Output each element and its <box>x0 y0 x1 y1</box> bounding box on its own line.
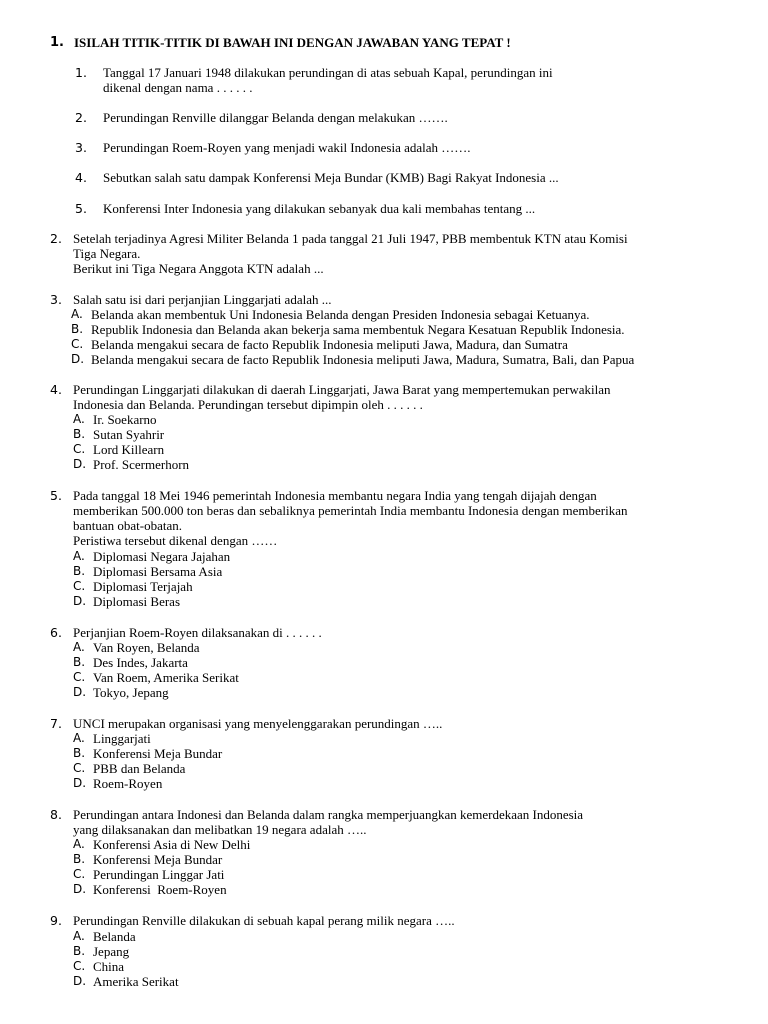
option-text: Belanda <box>93 929 136 944</box>
question-text-line: bantuan obat-obatan. <box>73 518 183 533</box>
option-text: Ir. Soekarno <box>93 412 157 427</box>
option-text: Sutan Syahrir <box>93 427 165 442</box>
option-label: A. <box>73 412 85 426</box>
option-text: Diplomasi Beras <box>93 594 181 609</box>
option-text: Belanda akan membentuk Uni Indonesia Belanda dengan Presiden Indonesia sebagai Ketuanya. <box>91 307 590 322</box>
item-number: 4. <box>75 170 87 185</box>
item-text-line: Tanggal 17 Januari 1948 dilakukan perundingan di atas sebuah Kapal, perundingan ini <box>103 65 553 80</box>
question-number: 6. <box>50 625 62 640</box>
item-number: 5. <box>75 201 87 216</box>
option-label: C. <box>73 442 86 456</box>
option-text: Van Roem, Amerika Serikat <box>93 670 239 685</box>
option-d <box>73 882 250 897</box>
option-c <box>73 442 189 457</box>
option-d <box>73 457 189 472</box>
option-list <box>73 731 222 791</box>
option-c <box>73 959 179 974</box>
option-c <box>73 867 250 882</box>
option-text: China <box>93 959 125 974</box>
question-number: 7. <box>50 716 62 731</box>
item-text-line: Perundingan Renville dilanggar Belanda dengan melakukan ……. <box>103 110 448 125</box>
option-label: B. <box>73 852 86 866</box>
question-text-line: Setelah terjadinya Agresi Militer Belanda 1 pada tanggal 21 Juli 1947, PBB membentuk KTN atau Komisi <box>73 231 628 246</box>
option-text: PBB dan Belanda <box>93 761 186 776</box>
option-text: Prof. Scermerhorn <box>93 457 190 472</box>
option-label: B. <box>73 427 86 441</box>
option-label: C. <box>73 959 86 973</box>
question-text-line: Perundingan antara Indonesi dan Belanda dalam rangka memperjuangkan kemerdekaan Indonesia <box>73 807 584 822</box>
question-number: 9. <box>50 913 62 928</box>
option-label: B. <box>73 655 86 669</box>
option-list <box>73 412 189 472</box>
option-b <box>73 655 239 670</box>
option-list <box>71 307 634 367</box>
question-number: 5. <box>50 488 62 503</box>
option-label: C. <box>73 867 86 881</box>
option-text: Tokyo, Jepang <box>93 685 169 700</box>
question-number: 8. <box>50 807 62 822</box>
option-text: Jepang <box>93 944 130 959</box>
option-text: Republik Indonesia dan Belanda akan bekerja sama membentuk Negara Kesatuan Republik Indonesia. <box>91 322 625 337</box>
question-number: 4. <box>50 382 62 397</box>
option-label: A. <box>73 837 85 851</box>
option-label: B. <box>71 322 84 336</box>
option-text: Lord Killearn <box>93 442 165 457</box>
question-text-line: Salah satu isi dari perjanjian Linggarjati adalah ... <box>73 292 332 307</box>
option-text: Amerika Serikat <box>93 974 179 989</box>
option-label: C. <box>71 337 84 351</box>
option-label: C. <box>73 670 86 684</box>
item-number: 2. <box>75 110 87 125</box>
option-b <box>73 564 230 579</box>
item-text-line: Sebutkan salah satu dampak Konferensi Meja Bundar (KMB) Bagi Rakyat Indonesia ... <box>103 170 559 185</box>
option-label: C. <box>73 761 86 775</box>
option-label: D. <box>73 974 87 988</box>
question-text-line: Perundingan Linggarjati dilakukan di daerah Linggarjati, Jawa Barat yang mempertemukan perwakilan <box>73 382 611 397</box>
option-c <box>71 337 634 352</box>
option-d <box>73 974 179 989</box>
option-text: Perundingan Linggar Jati <box>93 867 225 882</box>
option-a <box>73 837 250 852</box>
item-text-line: Konferensi Inter Indonesia yang dilakukan sebanyak dua kali membahas tentang ... <box>103 201 536 216</box>
option-d <box>73 776 222 791</box>
option-a <box>73 549 230 564</box>
option-text: Roem-Royen <box>93 776 163 791</box>
item-text-line: Perundingan Roem-Royen yang menjadi wakil Indonesia adalah ……. <box>103 140 471 155</box>
option-label: D. <box>71 352 85 366</box>
option-list <box>73 837 250 897</box>
option-text: Diplomasi Bersama Asia <box>93 564 223 579</box>
item-text-line: dikenal dengan nama . . . . . . <box>103 80 253 95</box>
option-label: A. <box>73 731 85 745</box>
question-text-line: Berikut ini Tiga Negara Anggota KTN adalah ... <box>73 261 324 276</box>
question-text-line: memberikan 500.000 ton beras dan sebaliknya pemerintah India membantu Indonesia dengan memberikan <box>73 503 628 518</box>
section-number: 1. <box>50 35 64 50</box>
option-label: B. <box>73 746 86 760</box>
option-list <box>73 929 179 989</box>
option-label: D. <box>73 776 87 790</box>
option-label: A. <box>73 549 85 563</box>
option-text: Konferensi Roem-Royen <box>93 882 227 897</box>
option-text: Diplomasi Terjajah <box>93 579 193 594</box>
option-c <box>73 761 222 776</box>
section-heading: ISILAH TITIK-TITIK DI BAWAH INI DENGAN JAWABAN YANG TEPAT ! <box>74 35 511 50</box>
option-b <box>73 427 189 442</box>
option-c <box>73 579 230 594</box>
option-d <box>71 352 634 367</box>
question-text-line: Perjanjian Roem-Royen dilaksanakan di . . . . . . <box>73 625 322 640</box>
option-a <box>71 307 634 322</box>
option-c <box>73 670 239 685</box>
question-text-line: Peristiwa tersebut dikenal dengan …… <box>73 533 278 548</box>
option-a <box>73 640 239 655</box>
item-number: 1. <box>75 65 87 80</box>
item-number: 3. <box>75 140 87 155</box>
option-label: D. <box>73 685 87 699</box>
option-label: B. <box>73 944 86 958</box>
option-label: D. <box>73 457 87 471</box>
option-list <box>73 640 239 700</box>
option-text: Konferensi Meja Bundar <box>93 746 223 761</box>
option-label: C. <box>73 579 86 593</box>
question-text-line: yang dilaksanakan dan melibatkan 19 negara adalah ….. <box>73 822 367 837</box>
question-text-line: Perundingan Renville dilakukan di sebuah kapal perang milik negara ….. <box>73 913 455 928</box>
option-label: B. <box>73 564 86 578</box>
option-a <box>73 412 189 427</box>
question-text-line: Indonesia dan Belanda. Perundingan tersebut dipimpin oleh . . . . . . <box>73 397 423 412</box>
option-a <box>73 731 222 746</box>
option-text: Konferensi Asia di New Delhi <box>93 837 251 852</box>
option-b <box>73 944 179 959</box>
option-b <box>73 852 250 867</box>
option-text: Linggarjati <box>93 731 151 746</box>
option-label: A. <box>73 929 85 943</box>
option-label: A. <box>73 640 85 654</box>
option-label: D. <box>73 882 87 896</box>
option-text: Van Royen, Belanda <box>93 640 200 655</box>
question-text-line: Tiga Negara. <box>73 246 141 261</box>
option-text: Des Indes, Jakarta <box>93 655 188 670</box>
option-a <box>73 929 179 944</box>
option-text: Konferensi Meja Bundar <box>93 852 223 867</box>
option-text: Belanda mengakui secara de facto Republik Indonesia meliputi Jawa, Madura, dan Sumatra <box>91 337 568 352</box>
question-number: 2. <box>50 231 62 246</box>
question-text-line: UNCI merupakan organisasi yang menyelenggarakan perundingan ….. <box>73 716 443 731</box>
option-label: A. <box>71 307 83 321</box>
question-number: 3. <box>50 292 62 307</box>
option-text: Diplomasi Negara Jajahan <box>93 549 231 564</box>
question-text-line: Pada tanggal 18 Mei 1946 pemerintah Indonesia membantu negara India yang tengah dijajah dengan <box>73 488 597 503</box>
option-b <box>73 746 222 761</box>
option-label: D. <box>73 594 87 608</box>
option-text: Belanda mengakui secara de facto Republik Indonesia meliputi Jawa, Madura, Sumatra, Bali, dan Papua <box>91 352 635 367</box>
option-d <box>73 685 239 700</box>
option-list <box>73 549 230 609</box>
option-d <box>73 594 230 609</box>
option-b <box>71 322 634 337</box>
